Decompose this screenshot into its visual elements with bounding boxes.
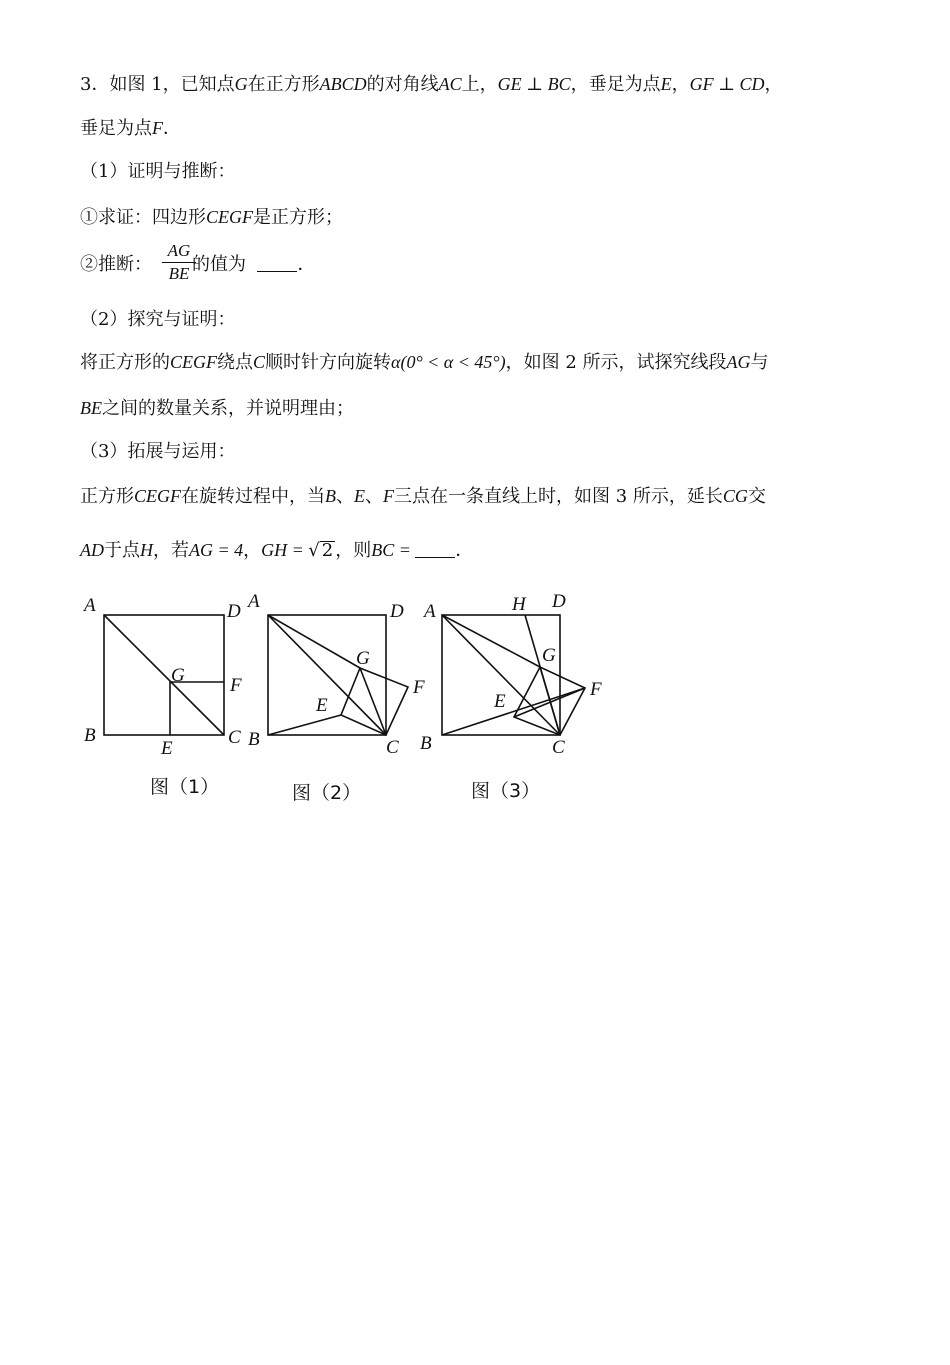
stem-text: ， — [671, 74, 690, 95]
p3-text: 、 — [365, 486, 383, 507]
stem-var: AC — [438, 74, 462, 94]
square-cegf — [341, 668, 408, 735]
label-e: E — [316, 695, 328, 716]
label-h: H — [512, 594, 526, 615]
geometry-figures — [70, 585, 630, 765]
label-b: B — [84, 725, 96, 746]
p3-text: 在旋转过程中，当 — [181, 486, 325, 507]
q2-text: 的值为 — [192, 254, 246, 275]
p3-var: AD — [80, 540, 104, 560]
problem-number: 3． — [80, 74, 110, 95]
p2-text: 顺时针方向旋转 — [265, 352, 392, 373]
p3-var: B — [325, 486, 336, 506]
q2-text: ． — [297, 254, 316, 275]
p3-var: CEGF — [134, 486, 181, 506]
label-g: G — [356, 648, 370, 669]
figure-2-caption: 图（2） — [292, 782, 362, 804]
label-c: C — [552, 737, 565, 758]
p2-text: 将正方形的 — [80, 352, 170, 373]
stem-text: 如图 1，已知点 — [109, 74, 235, 95]
label-g: G — [171, 665, 185, 686]
stem-text: 的对角线 — [366, 74, 439, 95]
part2-line1 — [80, 350, 769, 375]
problem-stem-line1 — [80, 72, 783, 97]
p3-text: ，则 — [335, 540, 372, 561]
p2-var: α(0° < α < 45°) — [391, 352, 506, 372]
fraction-ag-be — [162, 240, 196, 285]
part1-q1 — [80, 205, 343, 230]
part1-title: （1）证明与推断： — [80, 161, 236, 182]
diagonal-ac — [268, 615, 386, 735]
p3-var: AG = 4 — [189, 540, 244, 560]
stem-text: ． — [163, 118, 181, 139]
p3-text: ，若 — [153, 540, 189, 561]
p2-var: BE — [80, 398, 102, 418]
fraction-numerator: AG — [162, 240, 196, 263]
label-g: G — [542, 645, 556, 666]
q1-text: 是正方形； — [253, 207, 343, 228]
figure-2-diagram — [268, 615, 408, 735]
answer-blank[interactable] — [257, 253, 297, 272]
label-e: E — [161, 738, 173, 759]
part3-line1 — [80, 484, 766, 509]
p2-text: 绕点 — [217, 352, 253, 373]
stem-text: ，垂足为点 — [570, 74, 661, 95]
p3-text: 于点 — [104, 540, 140, 561]
label-d: D — [227, 601, 241, 622]
stem-text: ， — [764, 74, 783, 95]
stem-var: GE ⊥ BC — [497, 74, 571, 94]
segment-be — [268, 715, 341, 735]
p3-text: ． — [455, 540, 474, 561]
p3-text: 交 — [747, 486, 766, 507]
p3-var: BC = — [371, 540, 416, 560]
sqrt-value: 2 — [321, 540, 334, 561]
p3-text: 三点在一条直线上时，如图 3 所示，延长 — [394, 486, 723, 507]
part2-line2 — [80, 396, 354, 421]
p3-text: 正方形 — [80, 486, 134, 507]
problem-stem-line2 — [80, 116, 181, 141]
p3-var: CG — [722, 486, 748, 506]
part3-line2: AD于点H，若AG = 4，GH = √ 2 ，则BC = ． — [80, 540, 474, 561]
p2-text: 之间的数量关系，并说明理由； — [102, 398, 354, 419]
q1-text: ①求证：四边形 — [80, 207, 206, 228]
label-a: A — [424, 601, 436, 622]
stem-var: F — [152, 118, 163, 138]
q2-text: ②推断： — [80, 254, 152, 275]
figure-3-caption: 图（3） — [471, 780, 541, 802]
stem-text: 在正方形 — [247, 74, 320, 95]
p2-text: 与 — [750, 352, 769, 373]
label-a: A — [84, 595, 96, 616]
diagonal-ac — [104, 615, 224, 735]
stem-text: 垂足为点 — [80, 118, 152, 139]
p3-var: GH = — [261, 540, 309, 560]
stem-var: GF ⊥ CD — [689, 74, 765, 94]
label-a: A — [248, 591, 260, 612]
part2-title: （2）探究与证明： — [80, 309, 236, 330]
p2-var: C — [253, 352, 266, 372]
label-f: F — [590, 679, 602, 700]
label-b: B — [248, 729, 260, 750]
label-f: F — [413, 677, 425, 698]
label-e: E — [494, 691, 506, 712]
stem-var: G — [234, 74, 248, 94]
answer-blank[interactable] — [415, 539, 455, 558]
label-b: B — [420, 733, 432, 754]
stem-text: 上， — [461, 74, 498, 95]
segment-ag — [442, 615, 540, 667]
part1-q2 — [80, 253, 315, 277]
p3-text: 、 — [336, 486, 354, 507]
figure-3-diagram — [442, 615, 585, 735]
p2-text: ，如图 2 所示，试探究线段 — [505, 352, 727, 373]
figure-1-diagram — [104, 615, 224, 735]
segment-ag — [268, 615, 360, 668]
p2-var: AG — [726, 352, 751, 372]
p3-var: E — [354, 486, 365, 506]
label-d: D — [552, 591, 566, 612]
p3-text: ， — [243, 540, 262, 561]
part3-title: （3）拓展与运用： — [80, 441, 236, 462]
label-c: C — [386, 737, 399, 758]
q1-var: CEGF — [206, 207, 253, 227]
p3-var: F — [383, 486, 394, 506]
figure-1-caption: 图（1） — [150, 776, 220, 798]
label-d: D — [390, 601, 404, 622]
stem-var: E — [660, 74, 672, 94]
fraction-denominator: BE — [168, 264, 190, 283]
segment-ef — [514, 688, 585, 717]
label-f: F — [230, 675, 242, 696]
stem-var: ABCD — [319, 74, 367, 94]
p2-var: CEGF — [170, 352, 217, 372]
label-c: C — [228, 727, 241, 748]
p3-var: H — [140, 540, 153, 560]
